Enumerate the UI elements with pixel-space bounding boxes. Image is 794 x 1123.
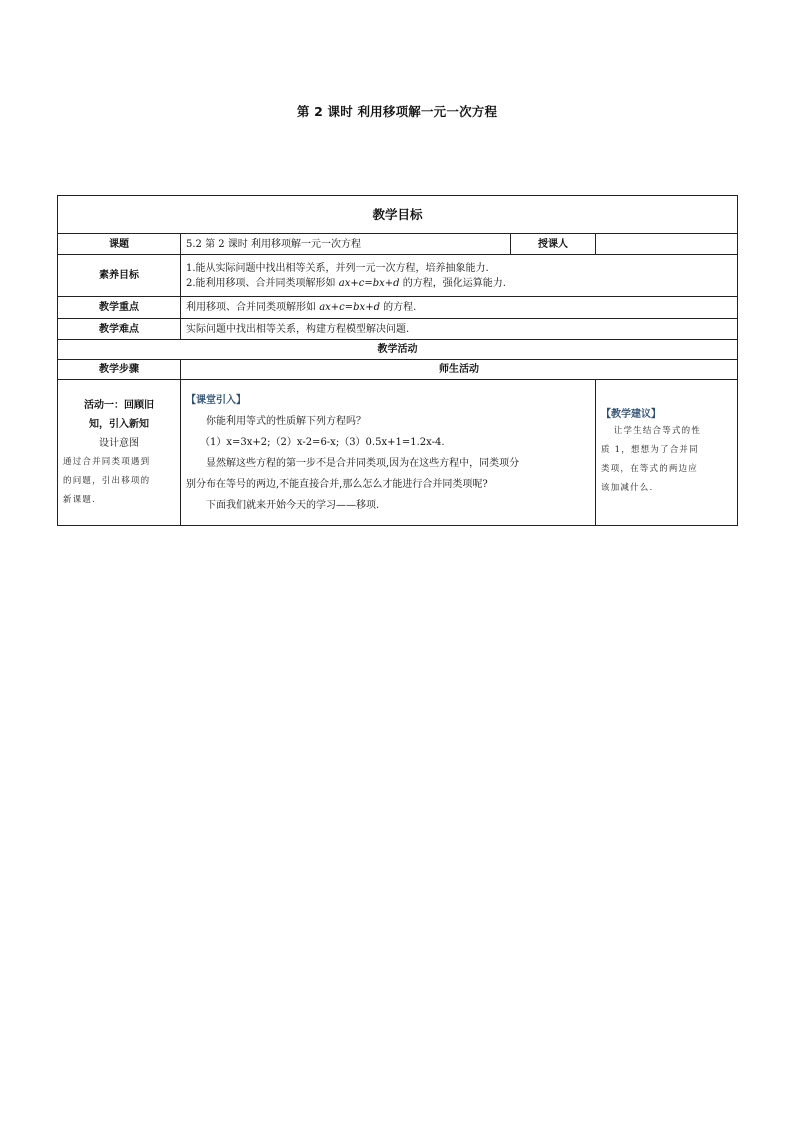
suggestion-line-1: 让学生结合等式的性 <box>613 426 702 436</box>
goal-formula: ax+c=bx+d <box>338 277 400 289</box>
suggestion-tag: 【教学建议】 <box>601 409 661 420</box>
teacher-student-label: 师生活动 <box>181 360 738 380</box>
intro-paragraph-2: 下面我们就来开始今天的学习——移项. <box>206 499 380 511</box>
teacher-value <box>596 234 738 255</box>
difficulty-label: 教学难点 <box>58 319 181 340</box>
activity-1-title-1: 活动一：回顾旧 <box>84 399 154 411</box>
key-row <box>58 297 738 319</box>
goal-line-2 <box>186 276 732 291</box>
goals-header-row <box>58 196 738 234</box>
activity-1-row <box>58 380 738 526</box>
key-pre: 利用移项、合并同类项解形如 <box>186 302 320 313</box>
page-title: 第 2 课时 利用移项解一元一次方程 <box>296 104 498 119</box>
steps-label: 教学步骤 <box>58 360 181 380</box>
goal-line-1: 1.能从实际问题中找出相等关系，并列一元一次方程，培养抽象能力. <box>186 262 489 274</box>
design-intent-line-3: 新课题. <box>63 494 97 505</box>
goals-header: 教学目标 <box>58 196 738 234</box>
design-intent-line-1: 通过合并同类项遇到 <box>63 456 151 467</box>
goals-content <box>181 255 738 297</box>
topic-label: 课题 <box>58 234 181 255</box>
class-intro-tag: 【课堂引入】 <box>186 394 246 406</box>
suggestion-line-4: 该加减什么. <box>601 483 654 493</box>
intro-paragraph-1-line-2: 别分布在等号的两边,不能直接合并,那么怎么才能进行合并同类项呢? <box>186 478 488 490</box>
design-intent-line-2: 的问题，引出移项的 <box>63 475 151 486</box>
teaching-suggestion <box>596 380 738 526</box>
activity-1-step <box>58 380 181 526</box>
suggestion-line-3: 类项，在等式的两边应 <box>601 464 699 474</box>
key-formula: ax+c=bx+d <box>319 302 380 313</box>
suggestion-line-2: 质 1，想想为了合并同 <box>601 445 699 455</box>
key-post: 的方程. <box>379 302 417 313</box>
activity-1-content <box>181 380 596 526</box>
intro-equations: （1）x=3x+2;（2）x-2=6-x;（3）0.5x+1=1.2x-4. <box>200 436 445 448</box>
goals-label: 素养目标 <box>58 255 181 297</box>
lesson-plan-table <box>57 195 738 526</box>
intro-paragraph-1-line-1: 显然解这些方程的第一步不是合并同类项,因为在这些方程中，同类项分 <box>206 457 520 469</box>
difficulty-content: 实际问题中找出相等关系，构建方程模型解决问题. <box>181 319 738 340</box>
activities-header-row <box>58 340 738 360</box>
goal-line-2-pre: 2.能利用移项、合并同类项解形如 <box>186 277 339 289</box>
goal-line-2-post: 的方程，强化运算能力. <box>399 277 506 289</box>
key-label: 教学重点 <box>58 297 181 319</box>
design-intent-label: 设计意图 <box>99 437 139 449</box>
steps-header-row <box>58 360 738 380</box>
teacher-label: 授课人 <box>511 234 596 255</box>
goals-row <box>58 255 738 297</box>
difficulty-row <box>58 319 738 340</box>
activity-1-title-2: 知，引入新知 <box>89 418 149 430</box>
topic-row <box>58 234 738 255</box>
intro-question: 你能利用等式的性质解下列方程吗？ <box>206 415 366 427</box>
key-content <box>181 297 738 319</box>
activities-header: 教学活动 <box>58 340 738 360</box>
topic-value: 5.2 第 2 课时 利用移项解一元一次方程 <box>181 234 511 255</box>
